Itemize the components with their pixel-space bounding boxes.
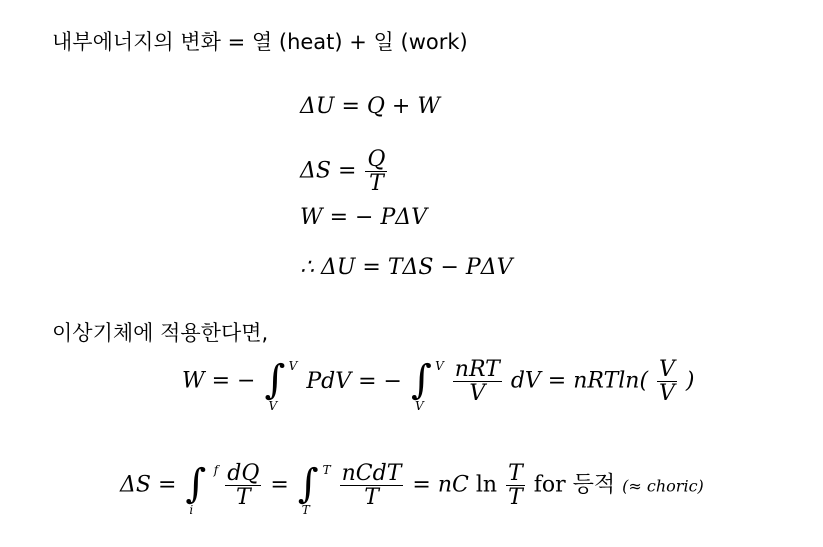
equation-ideal-gas-entropy xyxy=(120,460,704,517)
integral-3: ∫ f i xyxy=(185,460,219,517)
integral-4-upper: T xyxy=(322,462,331,477)
equation-work: W = − PΔV xyxy=(300,205,428,230)
eq5-after: dV = nRTln( xyxy=(510,368,649,394)
integral-2: ∫ V V xyxy=(410,356,444,413)
eq6-frac2-den: T xyxy=(364,485,379,511)
eq2-lhs: ΔS = xyxy=(300,158,357,184)
integral-4: ∫ T T xyxy=(297,460,331,517)
eq6-mid: = xyxy=(270,472,289,498)
integral-1-upper: V xyxy=(288,358,298,373)
eq5-fraction xyxy=(453,358,502,405)
eq6-frac3-num: T xyxy=(508,461,523,486)
integral-1: ∫ V V xyxy=(264,356,298,413)
integral-2-lower: V xyxy=(414,398,424,413)
eq6-after: = nC xyxy=(412,472,469,498)
eq5-frac-den: V xyxy=(469,381,486,407)
eq1-lhs: ΔU xyxy=(300,94,335,119)
eq2-fraction xyxy=(365,148,387,195)
heading-ideal-gas: 이상기체에 적용한다면, xyxy=(52,321,269,345)
eq6-paren: (≈ choric) xyxy=(622,476,704,496)
eq6-frac2-num xyxy=(340,462,404,486)
eq6-frac1-num: dQ xyxy=(227,461,260,486)
eq6-lhs: ΔS = xyxy=(120,472,177,498)
eq6-frac3-den: T xyxy=(508,485,523,511)
eq5-lhs: W = − xyxy=(182,368,256,394)
eq6-frac2-num-a: nC xyxy=(341,461,373,486)
eq5-body: PdV = − xyxy=(306,368,402,394)
eq6-fraction-2 xyxy=(340,462,404,509)
eq5-frac2-num: V xyxy=(659,357,675,382)
integral-3-lower: i xyxy=(189,502,194,517)
eq6-fraction-3 xyxy=(506,462,525,509)
eq1-rhs: = Q + W xyxy=(341,94,440,119)
eq5-frac-num: nRT xyxy=(454,357,500,382)
integral-3-upper: f xyxy=(213,462,219,477)
heading-internal-energy: 내부에너지의 변화 = 열 (heat) + 일 (work) xyxy=(52,30,468,54)
integral-2-upper: V xyxy=(435,358,444,373)
equation-first-law xyxy=(300,96,440,118)
integral-4-lower: T xyxy=(301,502,310,517)
equation-ideal-gas-work xyxy=(182,356,695,413)
eq5-frac2-den: V xyxy=(659,381,675,407)
eq6-ln: ln xyxy=(475,472,498,498)
eq5-fraction-2 xyxy=(657,358,677,405)
eq5-close: ) xyxy=(685,368,695,394)
eq2-numerator: Q xyxy=(367,147,386,172)
eq6-tail: for 등적 xyxy=(533,472,616,498)
eq6-fraction-1 xyxy=(225,462,261,509)
equation-therefore: ∴ ΔU = TΔS − PΔV xyxy=(300,255,513,280)
integral-1-lower: V xyxy=(268,398,278,413)
eq6-frac1-den: T xyxy=(235,485,251,511)
equation-entropy xyxy=(300,148,389,195)
eq2-denominator: T xyxy=(369,171,384,197)
eq6-frac2-num-b: dT xyxy=(372,461,402,486)
